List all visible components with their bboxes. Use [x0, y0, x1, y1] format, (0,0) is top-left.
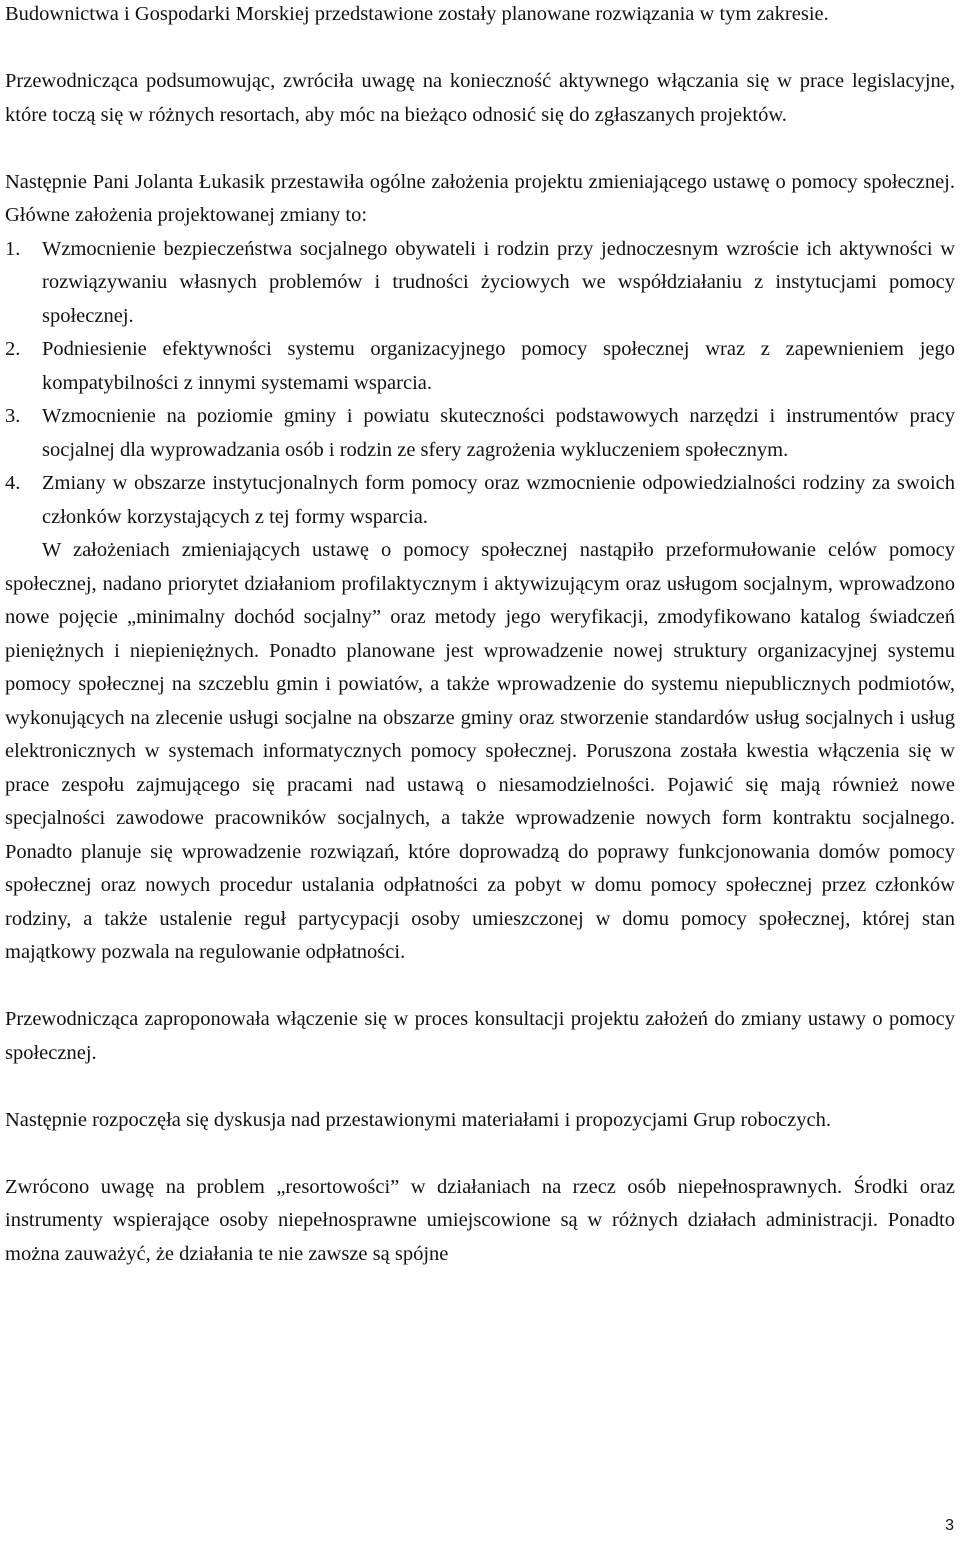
paragraph-sectoral-problem: Zwrócono uwagę na problem „resortowości” w działaniach na rzecz osób niepełnosprawnych. Środki oraz instrumenty wspierające osoby niepełnosprawne umiejscowione są w różnych działach administracji. Ponadto można zauważyć, że działania te nie zawsze są spójne: [5, 1175, 955, 1265]
paragraph-project-intro: Następnie Pani Jolanta Łukasik przestawiła ogólne założenia projektu zmieniającego ustawę o pomocy społecznej. Główne założenia projektowanej zmiany to:: [5, 170, 955, 226]
list-item-number: 1.: [5, 237, 21, 260]
list-item: [5, 400, 955, 467]
list-item-text: Zmiany w obszarze instytucjonalnych form pomocy oraz wzmocnienie odpowiedzialności rodziny za swoich członków korzystających z tej formy wsparcia.: [42, 472, 955, 528]
list-item: [5, 333, 955, 400]
paragraph-consultation-proposal: Przewodnicząca zaproponowała włączenie się w proces konsultacji projektu założeń do zmiany ustawy o pomocy społecznej.: [5, 1008, 955, 1064]
list-item-text: Wzmocnienie bezpieczeństwa socjalnego obywateli i rodzin przy jednoczesnym wzroście ich aktywności w rozwiązywaniu własnych problemów i trudności życiowych we współdziałaniu z instytucjami pomocy społecznej.: [42, 237, 955, 327]
list-item-text: Wzmocnienie na poziomie gminy i powiatu skuteczności podstawowych narzędzi i instrumentów pracy socjalnej dla wyprowadzania osób i rodzin ze sfery zagrożenia wykluczeniem społecznym.: [42, 405, 955, 461]
goals-list: [5, 233, 955, 535]
list-item-number: 2.: [5, 338, 21, 360]
list-item: [5, 233, 955, 334]
list-item: [5, 467, 955, 534]
paragraph-intro-continuation: Budownictwa i Gospodarki Morskiej przedstawione zostały planowane rozwiązania w tym zakresie.: [5, 3, 829, 25]
page-content: [5, 0, 955, 1271]
paragraph-chair-summary: Przewodnicząca podsumowując, zwróciła uwagę na konieczność aktywnego włączania się w prace legislacyjne, które toczą się w różnych resortach, aby móc na bieżąco odnosić się do zgłaszanych projektów.: [5, 70, 955, 126]
list-item-text: Podniesienie efektywności systemu organizacyjnego pomocy społecznej wraz z zapewnieniem jego kompatybilności z innymi systemami wsparcia.: [42, 338, 955, 394]
page-number: 3: [945, 1517, 954, 1534]
list-item-number: 4.: [5, 472, 21, 494]
list-item-number: 3.: [5, 405, 21, 427]
paragraph-discussion: Następnie rozpoczęła się dyskusja nad przestawionymi materiałami i propozycjami Grup roboczych.: [5, 1108, 831, 1131]
paragraph-assumptions: W założeniach zmieniających ustawę o pomocy społecznej nastąpiło przeformułowanie celów pomocy społecznej, nadano priorytet działaniom profilaktycznym i aktywizującym oraz usługom socjalnym, wprowadzono nowe pojęcie „minimalny dochód socjalny” oraz metody jego weryfikacji, zmodyfikowano katalog świadczeń pieniężnych i niepieniężnych. Ponadto planowane jest wprowadzenie nowej struktury organizacyjnej systemu pomocy społecznej na szczeblu gmin i powiatów, a także wprowadzenie do systemu niepublicznych podmiotów, wykonujących na zlecenie usługi socjalne na obszarze gminy oraz stworzenie standardów usług socjalnych i usług elektronicznych w systemach informatycznych pomocy społecznej. Poruszona została kwestia włączenia się w prace zespołu zajmującego się pracami nad ustawą o niesamodzielności. Pojawić się mają również nowe specjalności zawodowe pracowników socjalnych, a także wprowadzenie nowych form kontraktu socjalnego. Ponadto planuje się wprowadzenie rozwiązań, które doprowadzą do poprawy funkcjonowania domów pomocy społecznej oraz nowych procedur ustalania odpłatności za pobyt w domu pomocy społecznej przez członków rodziny, a także ustalenie reguł partycypacji osoby umieszczonej w domu pomocy społecznej, której stan majątkowy pozwala na regulowanie odpłatności.: [5, 539, 955, 963]
